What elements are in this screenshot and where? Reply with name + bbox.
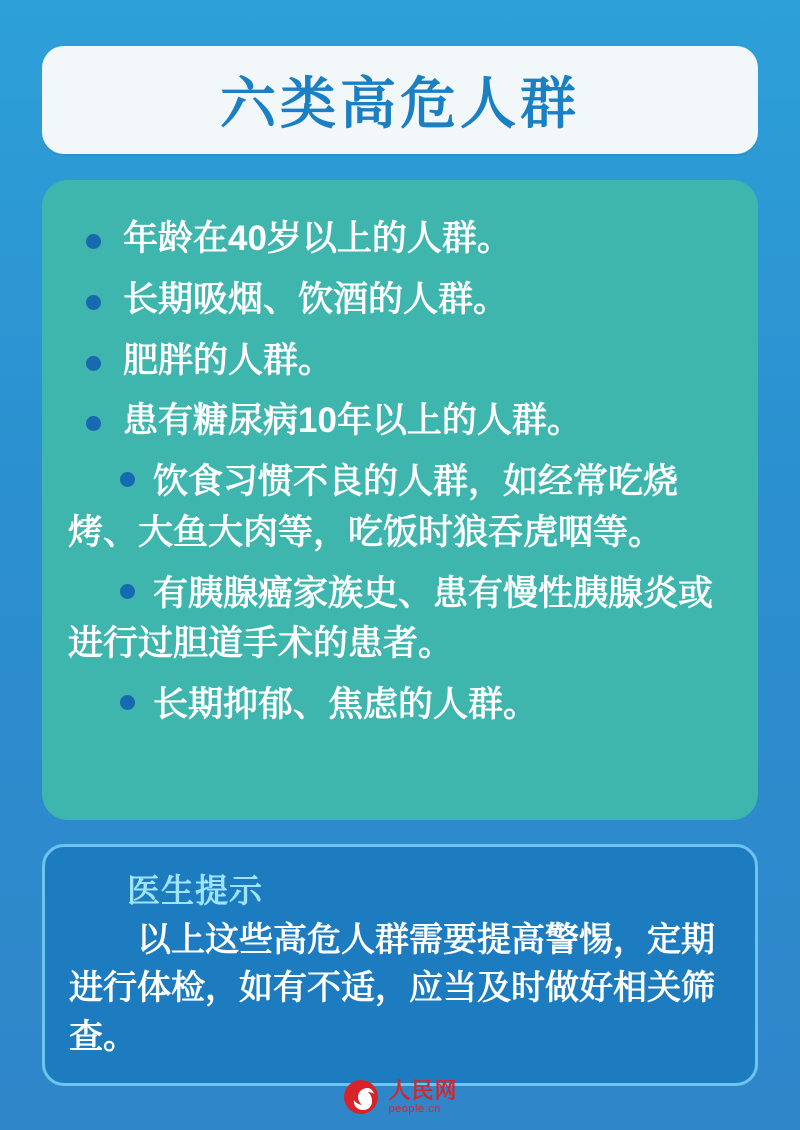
logo-cn-label: 人民网 — [388, 1077, 458, 1103]
people-cn-logo-icon — [342, 1078, 380, 1116]
doctor-tip-card — [42, 844, 758, 1086]
logo-text — [388, 1077, 458, 1115]
list-item — [68, 569, 732, 671]
high-risk-list — [68, 214, 732, 731]
list-item-label: 长期抑郁、焦虑的人群。 — [153, 685, 539, 724]
list-item-label: 长期吸烟、饮酒的人群。 — [123, 279, 509, 319]
list-item-label: 肥胖的人群。 — [123, 340, 334, 380]
bullet-icon — [120, 472, 135, 487]
list-item — [68, 680, 732, 731]
list-item — [68, 214, 732, 265]
doctor-tip-title: 医生提示 — [127, 872, 263, 909]
bullet-icon — [120, 584, 135, 599]
bullet-icon — [86, 416, 101, 431]
bullet-icon — [86, 356, 101, 371]
list-item — [68, 275, 732, 326]
list-item-label: 年龄在40岁以上的人群。 — [123, 219, 512, 258]
list-item — [68, 396, 732, 447]
list-item-label: 饮食习惯不良的人群，如经常吃烧烤、大鱼大肉等，吃饭时狼吞虎咽等。 — [68, 462, 679, 552]
list-item — [68, 336, 732, 387]
list-item-label: 患有糖尿病10年以上的人群。 — [123, 401, 582, 441]
list-item — [68, 457, 732, 559]
doctor-tip-body: 以上这些高危人群需要提高警惕，定期进行体检，如有不适，应当及时做好相关筛查。 — [69, 921, 715, 1056]
bullet-icon — [86, 295, 101, 310]
logo-en-label: people.cn — [388, 1102, 441, 1115]
footer-logo — [0, 1078, 800, 1116]
bullet-icon — [120, 695, 135, 710]
page-title: 六类高危人群 — [220, 72, 580, 135]
list-item-label: 有胰腺癌家族史、患有慢性胰腺炎或进行过胆道手术的患者。 — [68, 573, 714, 664]
bullet-icon — [86, 234, 101, 249]
title-card — [42, 46, 758, 154]
high-risk-list-card — [42, 180, 758, 820]
